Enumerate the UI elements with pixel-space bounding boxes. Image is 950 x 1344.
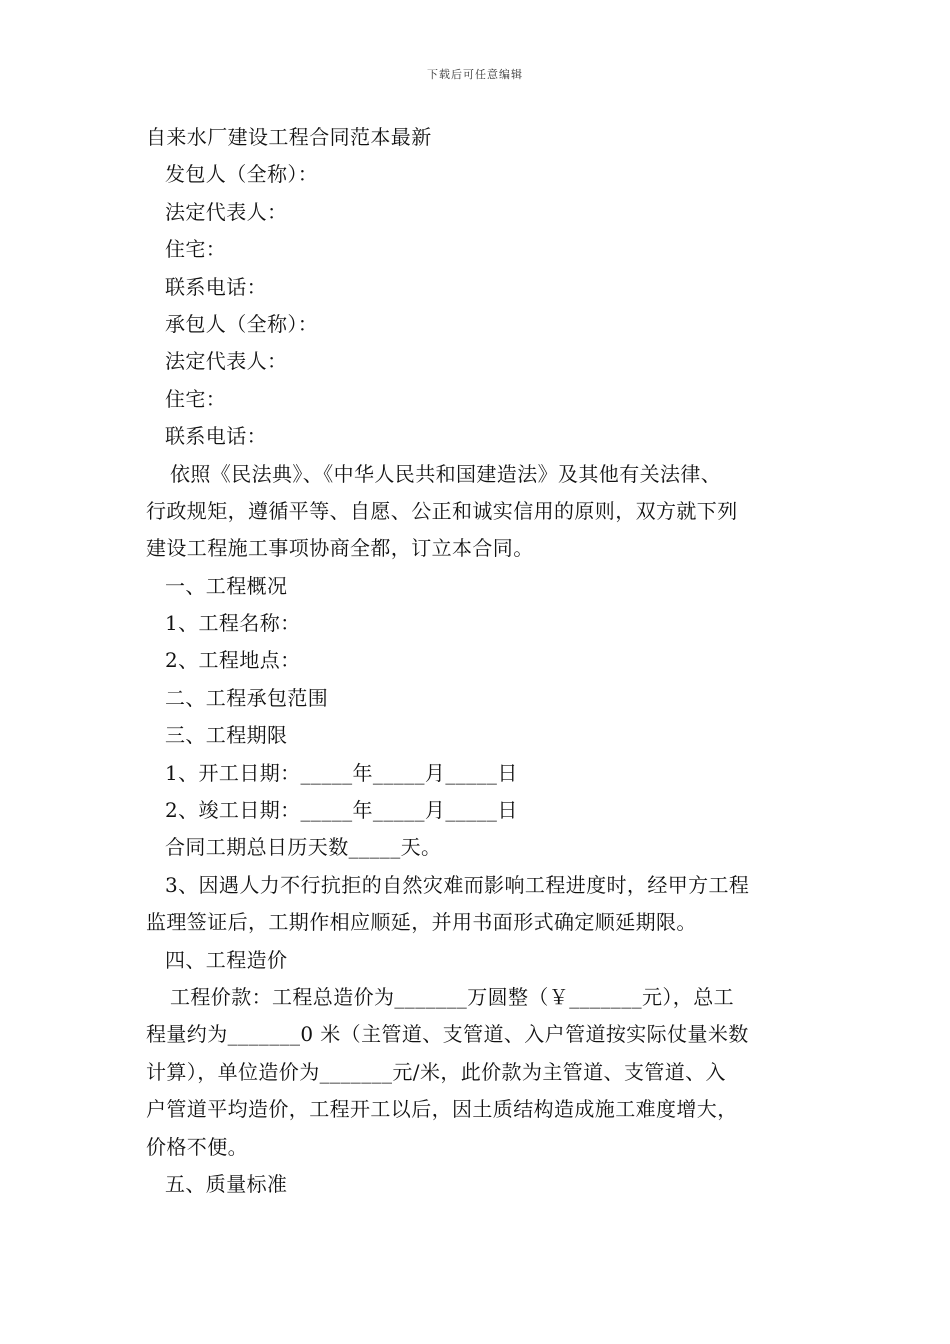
intro-line-2: 行政规矩，遵循平等、自愿、公正和诚实信用的原则，双方就下列 [146,498,738,523]
price-clause-line-2: 程量约为_______0 米（主管道、支管道、入户管道按实际仗量米数 [146,1022,749,1047]
project-location-line: 2、工程地点： [165,648,301,673]
contractor-address-line: 住宅： [165,386,227,411]
completion-date-line: 2、竣工日期：_____年_____月_____日 [165,798,518,823]
employer-address-line: 住宅： [165,237,227,262]
section-heading-scope: 二、工程承包范围 [165,685,329,710]
section-heading-cost: 四、工程造价 [165,947,288,972]
document-title: 自来水厂建设工程合同范本最新 [146,125,432,149]
contractor-phone-line: 联系电话： [165,424,267,449]
total-days-line: 合同工期总日历天数_____天。 [165,835,442,860]
price-clause-line-5: 价格不便。 [146,1134,248,1159]
project-name-line: 1、工程名称： [165,611,301,636]
section-heading-overview: 一、工程概况 [165,573,288,598]
contractor-representative-line: 法定代表人： [165,349,288,374]
page-header-note: 下载后可任意编辑 [427,68,523,81]
section-heading-period: 三、工程期限 [165,723,288,748]
section-heading-quality: 五、质量标准 [165,1171,288,1196]
intro-line-3: 建设工程施工事项协商全都，订立本合同。 [146,536,534,561]
start-date-line: 1、开工日期：_____年_____月_____日 [165,760,518,785]
contractor-name-line: 承包人（全称）： [165,311,319,336]
price-clause-line-1: 工程价款：工程总造价为_______万圆整（￥_______元），总工 [170,984,734,1009]
delay-clause-line-2: 监理签证后，工期作相应顺延，并用书面形式确定顺延期限。 [146,910,697,935]
employer-name-line: 发包人（全称）： [165,162,319,187]
employer-phone-line: 联系电话： [165,274,267,299]
price-clause-line-3: 计算），单位造价为_______元/米，此价款为主管道、支管道、入 [146,1059,726,1084]
intro-line-1: 依照《民法典》、《中华人民共和国建造法》及其他有关法律、 [170,461,722,486]
price-clause-line-4: 户管道平均造价，工程开工以后，因土质结构造成施工难度增大， [146,1097,738,1122]
employer-representative-line: 法定代表人： [165,199,288,224]
delay-clause-line-1: 3、因遇人力不行抗拒的自然灾难而影响工程进度时，经甲方工程 [165,872,750,897]
contract-body [146,119,810,1203]
